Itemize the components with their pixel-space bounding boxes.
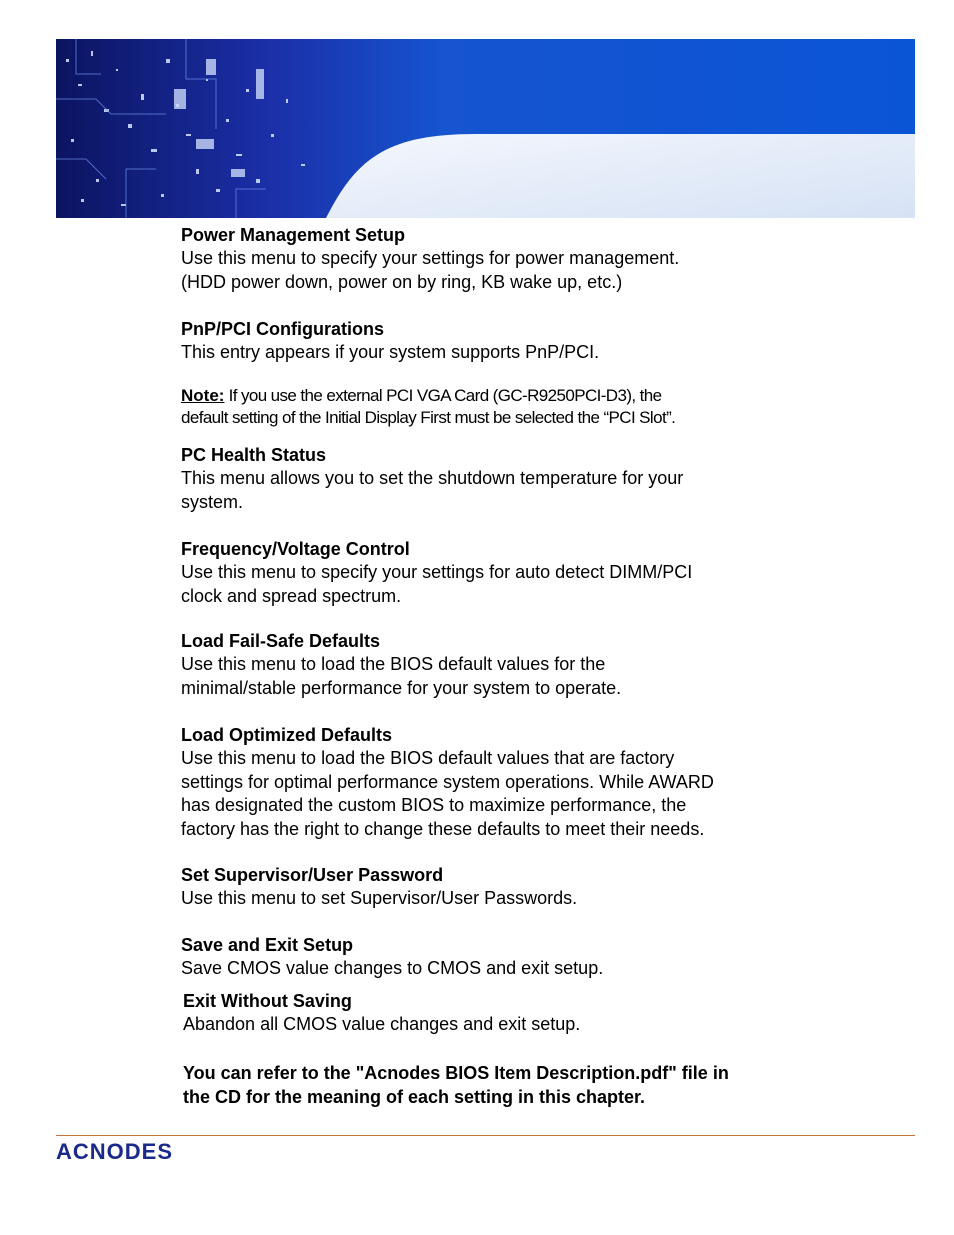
section-body: Abandon all CMOS value changes and exit setup. [183,1014,581,1034]
section-title: Exit Without Saving [183,991,352,1011]
section-pc-health [181,444,821,514]
section-title: PnP/PCI Configurations [181,319,385,339]
section-title: Power Management Setup [181,225,406,245]
section-body: Save CMOS value changes to CMOS and exit setup. [181,958,604,978]
section-title: Save and Exit Setup [181,935,354,955]
note-label: Note: [181,386,225,405]
note-block [181,385,821,429]
section-body: Use this menu to specify your settings for auto detect DIMM/PCI clock and spread spectrum. [181,562,693,606]
section-title: Set Supervisor/User Password [181,865,444,885]
section-frequency-voltage [181,538,821,608]
footer-divider [56,1135,915,1136]
closing-note [183,1061,823,1109]
section-body: Use this menu to load the BIOS default values that are factory settings for optimal performance system operations. While AWARD has designated the custom BIOS to maximize performance, the factory has the right to change these defaults to meet their needs. [181,748,714,839]
section-body: Use this menu to load the BIOS default values for the minimal/stable performance for your system to operate. [181,654,622,698]
circuit-board-banner-image [56,39,915,218]
section-body: Use this menu to specify your settings for power management. (HDD power down, power on by ring, KB wake up, etc.) [181,248,680,292]
acnodes-logo [56,1139,216,1163]
section-pnp-pci [181,318,821,365]
section-exit-without-saving [183,990,823,1037]
section-body: Use this menu to set Supervisor/User Passwords. [181,888,578,908]
note-body: If you use the external PCI VGA Card (GC-R9250PCI-D3), the default setting of the Initial Display First must be selected the “PCI Slot”. [181,386,676,427]
section-load-fail-safe [181,630,821,700]
section-power-management [181,224,821,294]
header-banner [56,39,915,218]
logo-text: ACNODES [56,1139,174,1163]
section-title: Frequency/Voltage Control [181,539,410,559]
section-save-exit [181,934,821,981]
section-load-optimized [181,724,821,841]
section-set-password [181,864,821,911]
section-body: This menu allows you to set the shutdown temperature for your system. [181,468,684,512]
acnodes-logo-mark [56,1139,216,1163]
closing-text: You can refer to the "Acnodes BIOS Item Description.pdf" file in the CD for the meaning of each setting in this chapter. [183,1063,729,1107]
section-title: PC Health Status [181,445,327,465]
section-body: This entry appears if your system supports PnP/PCI. [181,342,600,362]
section-title: Load Fail-Safe Defaults [181,631,381,651]
note-text [181,385,821,429]
section-title: Load Optimized Defaults [181,725,393,745]
